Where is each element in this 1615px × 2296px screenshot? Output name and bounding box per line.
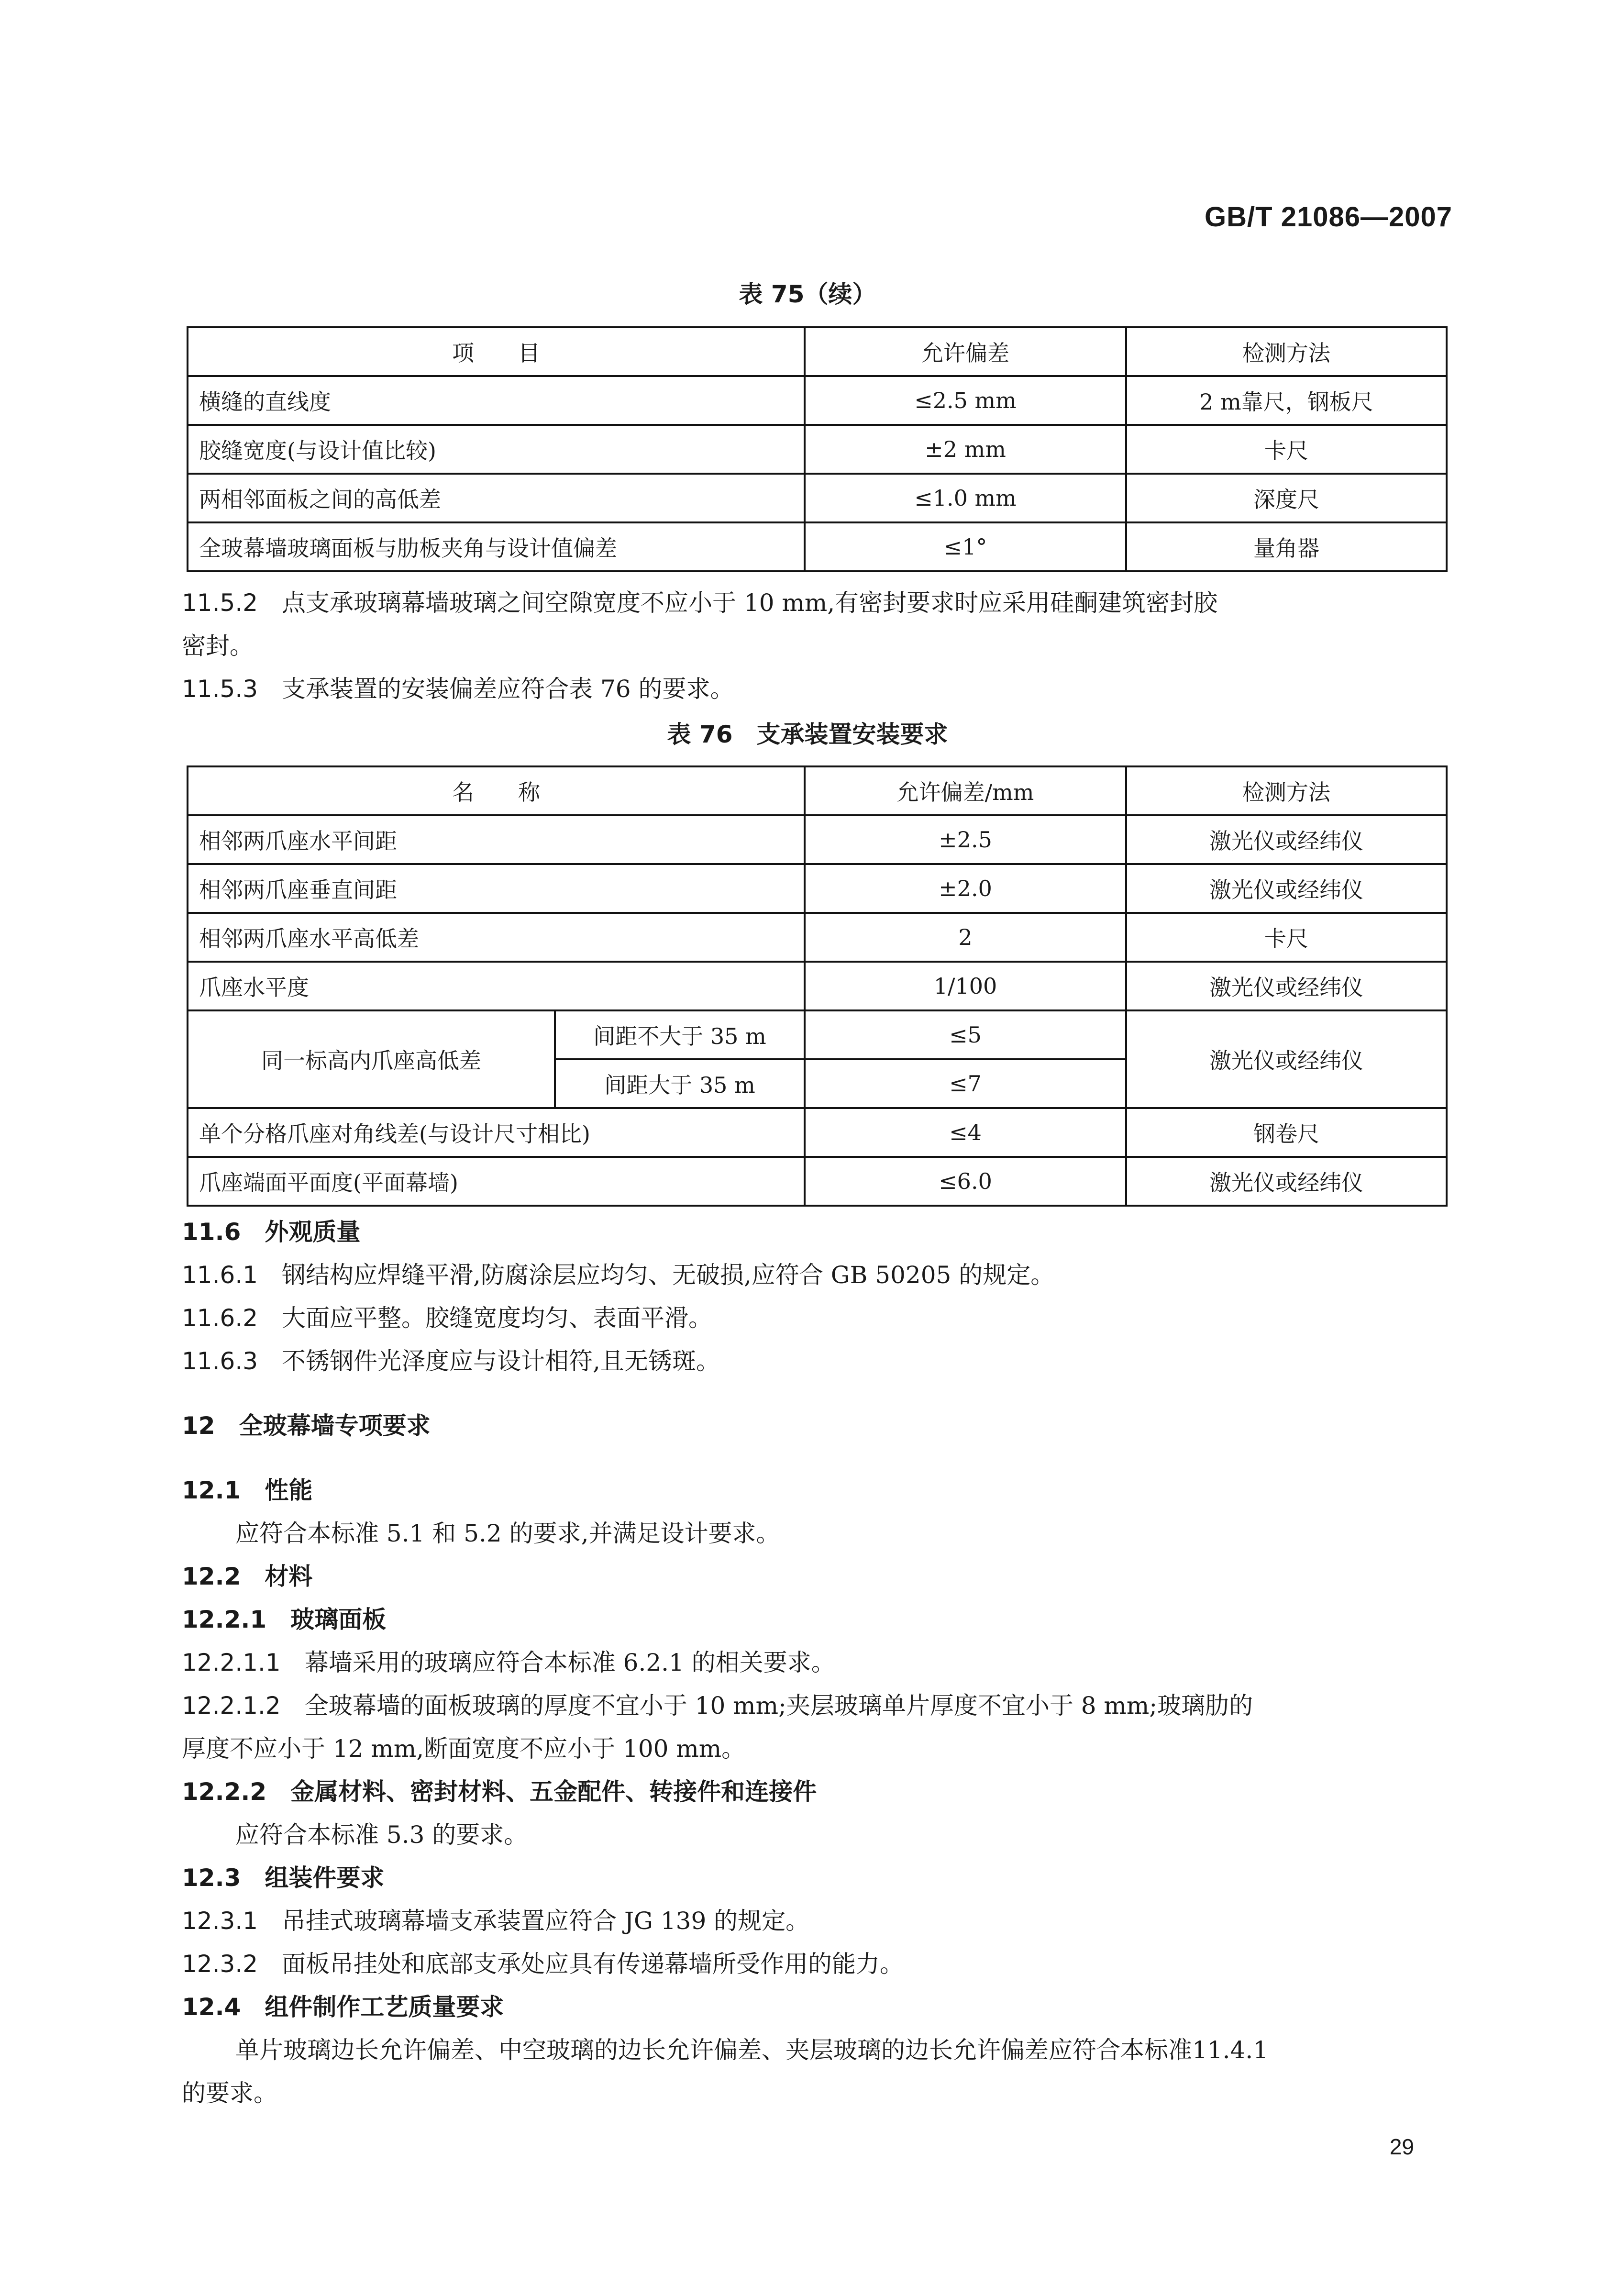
table-header-cell: 允许偏差 [805, 327, 1126, 376]
table-header-cell: 检测方法 [1126, 766, 1447, 815]
table-cell: 激光仪或经纬仪 [1126, 962, 1447, 1010]
section-12-4-body-cont: 的要求。 [182, 2079, 277, 2107]
table-row [188, 864, 1447, 913]
section-11-6-heading [182, 1210, 1445, 1253]
section-number: 12.4 [182, 1993, 241, 2021]
clause-number: 12.2.1.1 [182, 1649, 281, 1676]
section-number: 12.2 [182, 1563, 241, 1590]
table-cell: 激光仪或经纬仪 [1126, 864, 1447, 913]
table-cell: 激光仪或经纬仪 [1126, 815, 1447, 864]
section-title: 全玻幕墙专项要求 [239, 1412, 431, 1440]
section-number: 11.6 [182, 1218, 241, 1246]
clause-text: 支承装置的安装偏差应符合表 76 的要求。 [282, 675, 734, 703]
section-12-3-heading [182, 1856, 1445, 1899]
table-cell: 单个分格爪座对角线差(与设计尺寸相比) [188, 1108, 805, 1157]
section-12-4-body: 单片玻璃边长允许偏差、中空玻璃的边长允许偏差、夹层玻璃的边长允许偏差应符合本标准11.4.1 [235, 2036, 1269, 2064]
section-12-4-heading [182, 1985, 1445, 2029]
table-cell: 钢卷尺 [1126, 1108, 1447, 1157]
table-row [188, 913, 1447, 962]
section-title: 组件制作工艺质量要求 [265, 1993, 504, 2021]
table-cell: 全玻幕墙玻璃面板与肋板夹角与设计值偏差 [188, 522, 805, 571]
table-cell: 2 [805, 913, 1126, 962]
table-row [188, 815, 1447, 864]
table-cell: ±2 mm [805, 425, 1126, 474]
clause-text: 点支承玻璃幕墙玻璃之间空隙宽度不应小于 10 mm,有密封要求时应采用硅酮建筑密封胶 [282, 589, 1218, 617]
table-cell: 相邻两爪座垂直间距 [188, 864, 805, 913]
table-header-cell: 项 目 [188, 327, 805, 376]
table-cell: 相邻两爪座水平高低差 [188, 913, 805, 962]
table-cell: 两相邻面板之间的高低差 [188, 474, 805, 522]
section-title: 材料 [265, 1563, 313, 1590]
clause-11-6-2 [182, 1297, 1445, 1340]
clause-number: 12.2.1.2 [182, 1692, 281, 1719]
table-cell: 相邻两爪座水平间距 [188, 815, 805, 864]
clause-12-3-2 [182, 1942, 1445, 1985]
table-row [188, 376, 1447, 425]
table-cell: 同一标高内爪座高低差 [188, 1010, 555, 1108]
table-cell: ±2.0 [805, 864, 1126, 913]
clause-12-2-1-1 [182, 1641, 1445, 1684]
clause-number: 11.6.1 [182, 1261, 258, 1289]
table-header-cell: 名 称 [188, 766, 805, 815]
table-cell: 激光仪或经纬仪 [1126, 1010, 1447, 1108]
table-cell: 1/100 [805, 962, 1126, 1010]
table-cell: ≤4 [805, 1108, 1126, 1157]
clause-12-3-1 [182, 1899, 1445, 1942]
clause-12-2-1-2 [182, 1684, 1445, 1727]
section-12-1-heading [182, 1469, 1445, 1512]
table-cell: 胶缝宽度(与设计值比较) [188, 425, 805, 474]
section-12-2-2-body: 应符合本标准 5.3 的要求。 [235, 1821, 528, 1849]
section-number: 12.1 [182, 1476, 241, 1504]
section-title: 玻璃面板 [290, 1606, 387, 1633]
clause-11-5-2 [182, 581, 1445, 624]
table-cell: 深度尺 [1126, 474, 1447, 522]
table-cell: ≤5 [805, 1010, 1126, 1059]
clause-text: 幕墙采用的玻璃应符合本标准 6.2.1 的相关要求。 [304, 1649, 835, 1676]
table-cell: 横缝的直线度 [188, 376, 805, 425]
clause-number: 11.5.2 [182, 589, 258, 617]
clause-11-5-2-cont [182, 624, 1445, 667]
section-title: 性能 [265, 1476, 313, 1504]
table-row [188, 1157, 1447, 1206]
table-row [188, 522, 1447, 571]
section-number: 12.2.1 [182, 1606, 267, 1633]
table-row [188, 962, 1447, 1010]
clause-number: 11.6.3 [182, 1347, 258, 1375]
table-row [188, 425, 1447, 474]
table-cell: ≤2.5 mm [805, 376, 1126, 425]
table-subcell: 间距不大于 35 m [555, 1010, 805, 1059]
table-cell: ≤1° [805, 522, 1126, 571]
table-header-cell: 检测方法 [1126, 327, 1447, 376]
section-number: 12.2.2 [182, 1778, 267, 1806]
table-subcell: 间距大于 35 m [555, 1059, 805, 1108]
section-number: 12 [182, 1412, 215, 1440]
clause-text: 不锈钢件光泽度应与设计相符,且无锈斑。 [282, 1347, 720, 1375]
table-header-cell: 允许偏差/mm [805, 766, 1126, 815]
table-cell: ≤6.0 [805, 1157, 1126, 1206]
table-cell: 爪座水平度 [188, 962, 805, 1010]
clause-text: 密封。 [182, 632, 254, 660]
table-cell: 卡尺 [1126, 425, 1447, 474]
table-cell: 激光仪或经纬仪 [1126, 1157, 1447, 1206]
table-header-row [188, 766, 1447, 815]
clause-text: 钢结构应焊缝平滑,防腐涂层应均匀、无破损,应符合 GB 50205 的规定。 [282, 1261, 1055, 1289]
clause-11-5-3 [182, 667, 1445, 710]
clause-text: 吊挂式玻璃幕墙支承装置应符合 JG 139 的规定。 [282, 1907, 810, 1935]
clause-number: 12.3.1 [182, 1907, 258, 1935]
section-title: 外观质量 [265, 1218, 361, 1246]
section-title: 金属材料、密封材料、五金配件、转接件和连接件 [290, 1778, 817, 1806]
standard-code: GB/T 21086—2007 [1205, 201, 1452, 233]
table-75 [187, 326, 1448, 572]
page-number: 29 [1389, 2134, 1414, 2159]
section-number: 12.3 [182, 1864, 241, 1892]
table-header-row [188, 327, 1447, 376]
clause-text: 厚度不应小于 12 mm,断面宽度不应小于 100 mm。 [182, 1735, 746, 1763]
table-row [188, 1010, 1447, 1059]
table-cell: 爪座端面平面度(平面幕墙) [188, 1157, 805, 1206]
section-12-2-heading [182, 1555, 1445, 1598]
table-row [188, 474, 1447, 522]
table-cell: ≤7 [805, 1059, 1126, 1108]
clause-text: 大面应平整。胶缝宽度均匀、表面平滑。 [282, 1304, 713, 1332]
table-cell: 2 m靠尺，钢板尺 [1126, 376, 1447, 425]
section-title: 组装件要求 [265, 1864, 385, 1892]
clause-12-2-1-2-cont [182, 1727, 1445, 1770]
table-76-caption: 表 76 支承装置安装要求 [667, 721, 948, 748]
table-cell: ±2.5 [805, 815, 1126, 864]
clause-number: 11.6.2 [182, 1304, 258, 1332]
clause-text: 面板吊挂处和底部支承处应具有传递幕墙所受作用的能力。 [282, 1950, 904, 1978]
clause-11-6-1 [182, 1253, 1445, 1297]
table-cell: 卡尺 [1126, 913, 1447, 962]
chapter-12-heading [182, 1404, 1445, 1447]
clause-number: 11.5.3 [182, 675, 258, 703]
table-cell: ≤1.0 mm [805, 474, 1126, 522]
table-75-caption: 表 75（续） [739, 280, 876, 308]
table-76 [187, 765, 1448, 1207]
clause-text: 全玻幕墙的面板玻璃的厚度不宜小于 10 mm;夹层玻璃单片厚度不宜小于 8 mm;玻璃肋的 [304, 1692, 1253, 1719]
section-12-2-1-heading [182, 1598, 1445, 1641]
table-cell: 量角器 [1126, 522, 1447, 571]
clause-number: 12.3.2 [182, 1950, 258, 1978]
table-row [188, 1108, 1447, 1157]
clause-11-6-3 [182, 1340, 1445, 1383]
section-12-2-2-heading [182, 1770, 1445, 1813]
section-12-1-body: 应符合本标准 5.1 和 5.2 的要求,并满足设计要求。 [235, 1520, 780, 1547]
